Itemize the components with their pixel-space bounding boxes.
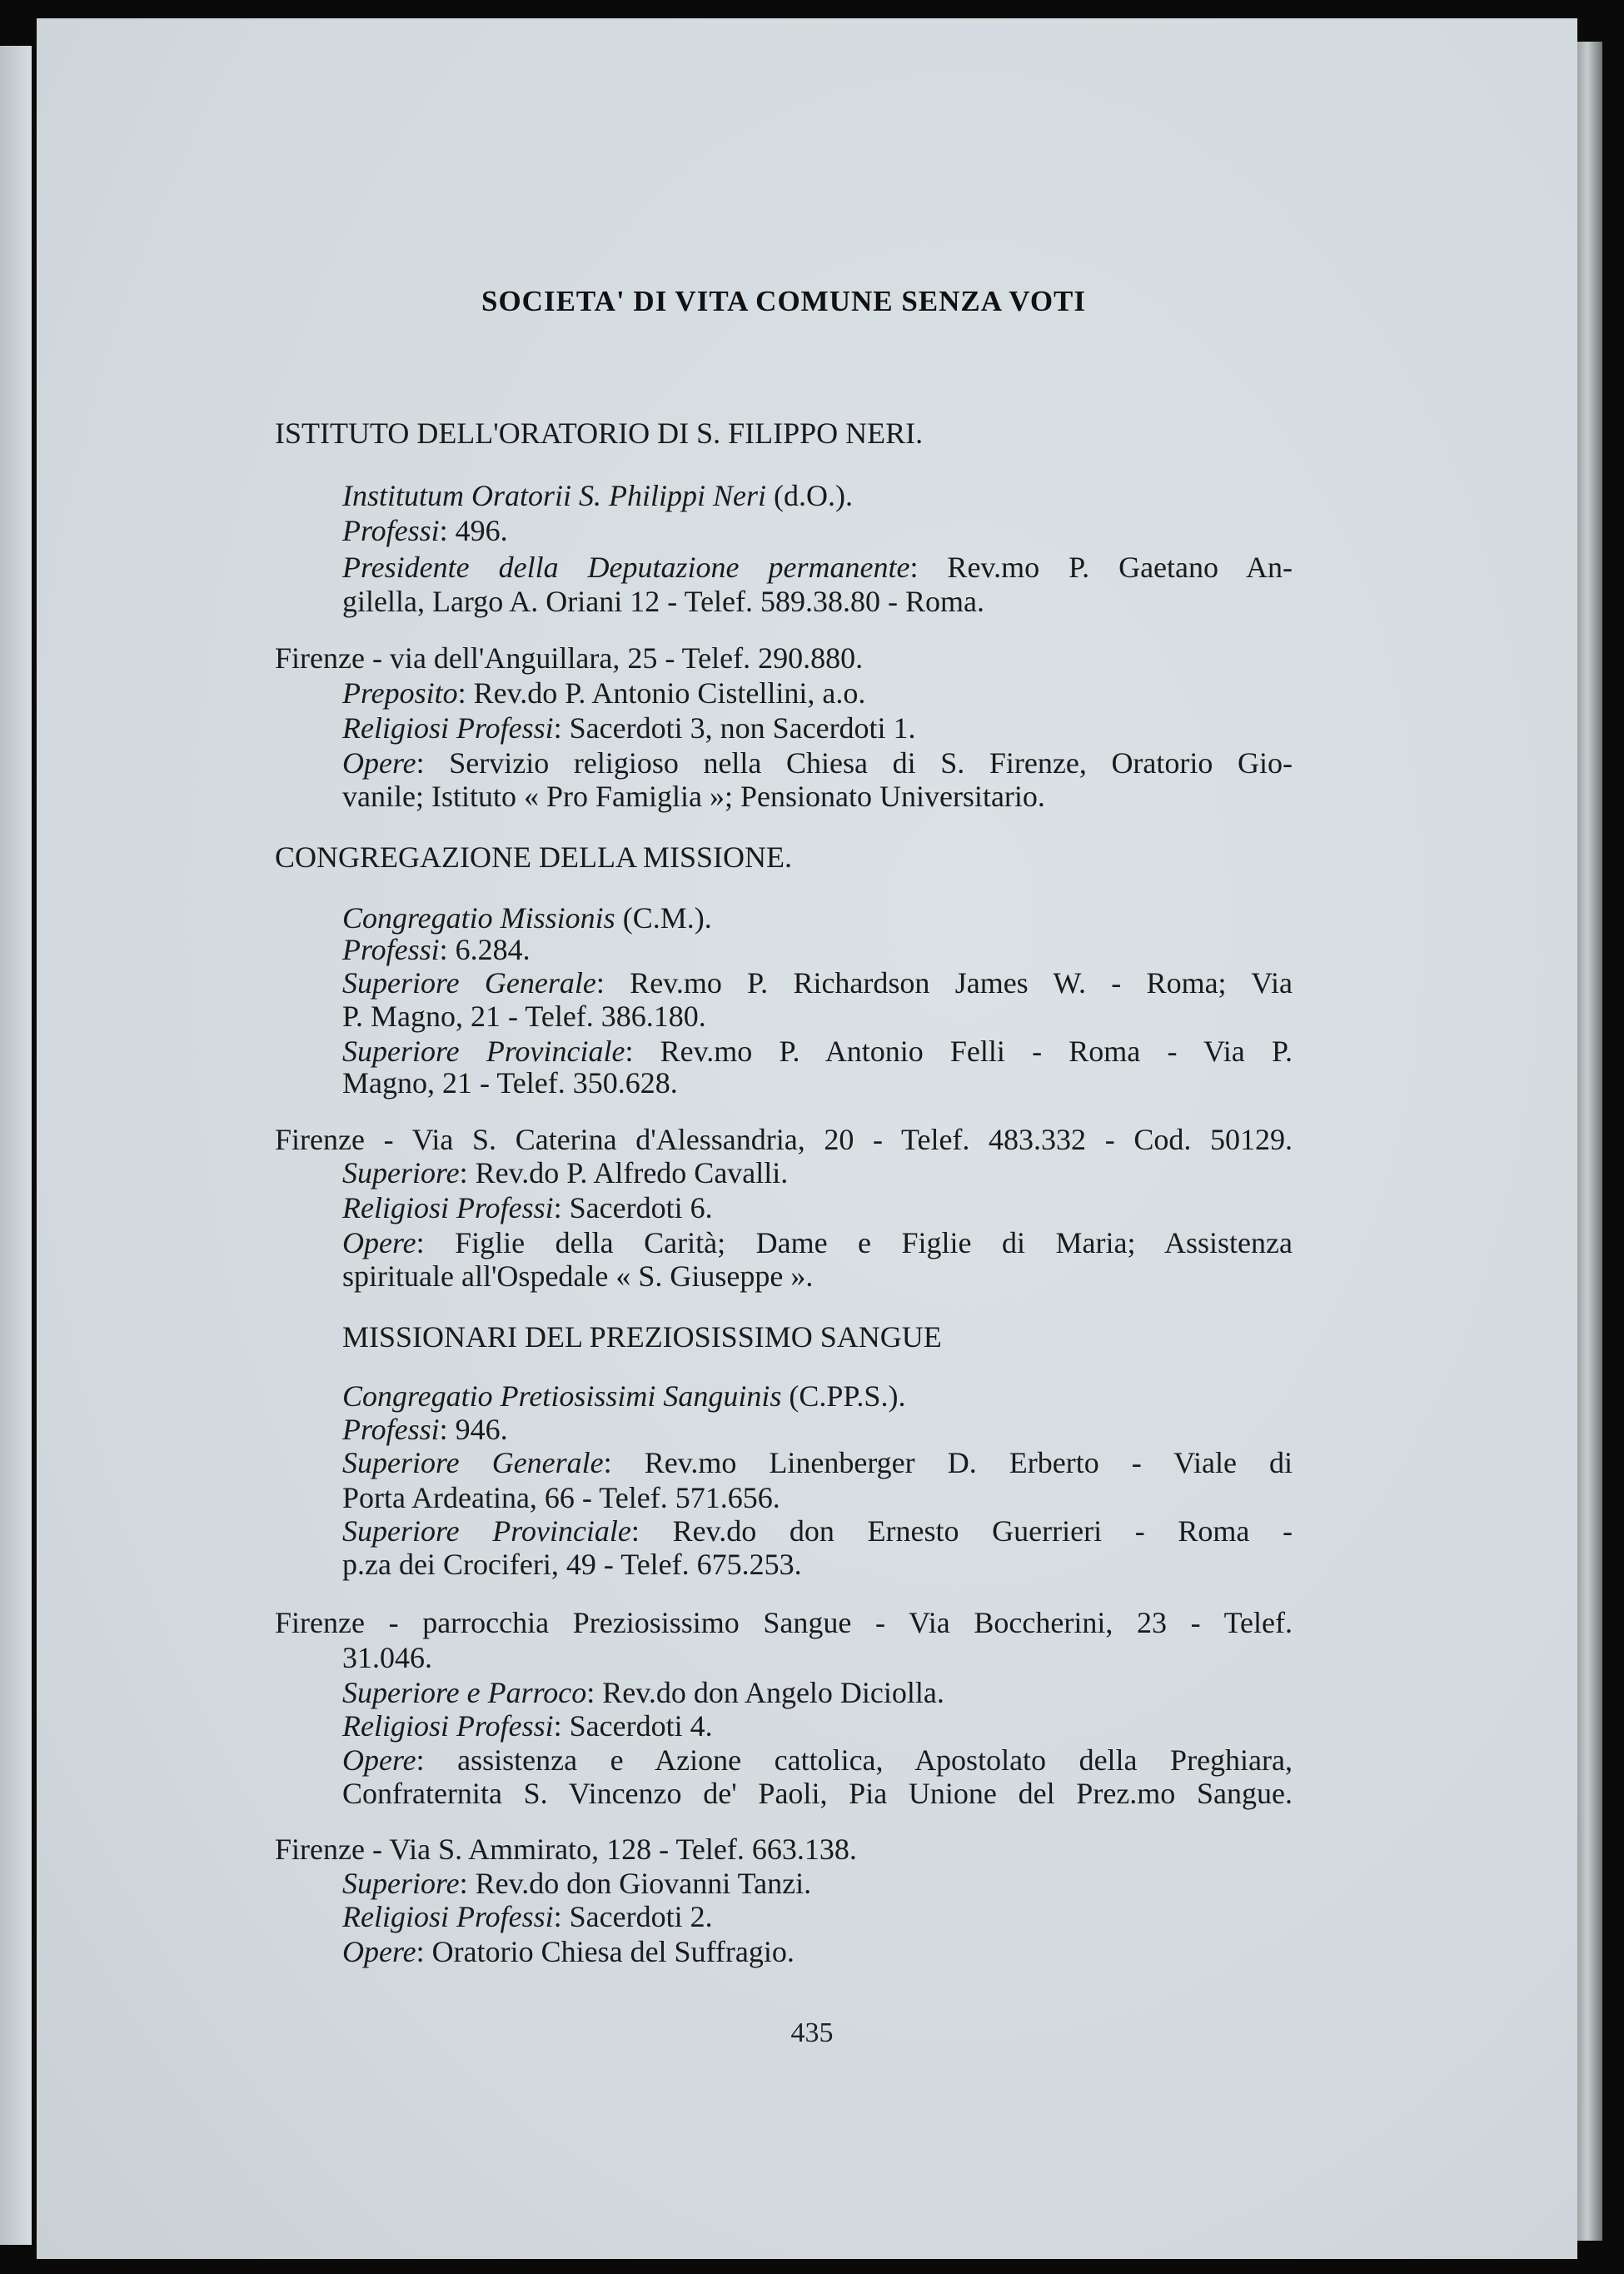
entry-text: : Rev.mo P. Gaetano An- xyxy=(909,551,1293,584)
entry-label: Religiosi Professi xyxy=(342,1900,554,1933)
text-line xyxy=(342,1676,944,1710)
text-line xyxy=(342,1481,780,1515)
text-line xyxy=(342,1514,1293,1548)
text-line xyxy=(275,416,923,451)
entry-text: : 6.284. xyxy=(439,933,531,966)
text-line xyxy=(275,641,863,676)
text-line xyxy=(275,1606,1293,1640)
entry-label: Presidente della Deputazione permanente xyxy=(342,551,910,584)
entry-label: Professi xyxy=(342,1413,440,1446)
entry-label: Religiosi Professi xyxy=(342,1709,554,1743)
page-number: 435 xyxy=(790,2017,834,2048)
text-line xyxy=(275,1833,857,1867)
entry-text: P. Magno, 21 - Telef. 386.180. xyxy=(342,1000,706,1033)
page-title: SOCIETA' DI VITA COMUNE SENZA VOTI xyxy=(481,285,1087,317)
entry-text: Magno, 21 - Telef. 350.628. xyxy=(342,1066,678,1100)
text-line xyxy=(342,676,865,711)
entry-text: : assistenza e Azione cattolica, Apostolato della Preghiara, xyxy=(416,1743,1293,1777)
entry-text: : Sacerdoti 2. xyxy=(553,1900,713,1933)
text-line xyxy=(342,933,531,967)
entry-label: Preposito xyxy=(342,676,458,710)
entry-text: : Oratorio Chiesa del Suffragio. xyxy=(416,1935,795,1968)
text-line xyxy=(342,1035,1293,1069)
entry-text: : 946. xyxy=(439,1413,508,1446)
entry-text: (C.M.). xyxy=(615,901,712,935)
text-line xyxy=(342,1191,713,1225)
entry-text: ISTITUTO DELL'ORATORIO DI S. FILIPPO NERI. xyxy=(275,416,924,450)
entry-text: (d.O.). xyxy=(766,479,854,512)
text-line xyxy=(342,1548,802,1582)
text-line xyxy=(342,1066,678,1100)
text-line xyxy=(342,1867,811,1901)
text-line xyxy=(342,1641,432,1675)
entry-label: Professi xyxy=(342,933,440,966)
entry-text: : Sacerdoti 3, non Sacerdoti 1. xyxy=(553,711,916,745)
text-line xyxy=(342,746,1293,780)
entry-label: Superiore Provinciale xyxy=(342,1514,631,1548)
entry-label: Professi xyxy=(342,514,440,547)
entry-text: gilella, Largo A. Oriani 12 - Telef. 589.38.80 - Roma. xyxy=(342,585,984,618)
entry-text: vanile; Istituto « Pro Famiglia »; Pensionato Universitario. xyxy=(342,780,1045,813)
entry-text: : Rev.do P. Alfredo Cavalli. xyxy=(459,1156,789,1189)
text-line xyxy=(342,1226,1293,1260)
entry-text: : Rev.do don Giovanni Tanzi. xyxy=(459,1867,812,1900)
entry-text: : Figlie della Carità; Dame e Figlie di Maria; Assistenza xyxy=(416,1226,1293,1259)
entry-text: : Servizio religioso nella Chiesa di S. Firenze, Oratorio Gio- xyxy=(416,746,1293,780)
text-line xyxy=(342,479,853,513)
entry-text: MISSIONARI DEL PREZIOSISSIMO SANGUE xyxy=(342,1320,942,1354)
text-line xyxy=(342,1379,905,1414)
text-line xyxy=(342,1000,706,1034)
text-line xyxy=(342,585,984,619)
entry-text: 31.046. xyxy=(342,1641,432,1674)
entry-text: : Rev.mo P. Richardson James W. - Roma; Via xyxy=(595,966,1293,1000)
entry-text: spirituale all'Ospedale « S. Giuseppe ». xyxy=(342,1259,814,1293)
entry-label: Opere xyxy=(342,1935,416,1968)
entry-text: : 496. xyxy=(439,514,508,547)
text-line xyxy=(342,1935,795,1969)
entry-text: Firenze - parrocchia Preziosissimo Sangue - Via Boccherini, 23 - Telef. xyxy=(275,1606,1293,1639)
entry-label: Superiore Provinciale xyxy=(342,1035,625,1068)
text-line xyxy=(342,1413,508,1447)
entry-text: Firenze - via dell'Anguillara, 25 - Telef. 290.880. xyxy=(275,641,864,675)
text-line xyxy=(342,1259,813,1294)
page-stack-edge xyxy=(1577,42,1602,2241)
text-line xyxy=(342,514,508,548)
text-line xyxy=(342,1320,942,1354)
text-line xyxy=(342,551,1293,585)
entry-text: : Rev.do don Ernesto Guerrieri - Roma - xyxy=(630,1514,1293,1548)
adjacent-page-edge xyxy=(0,46,32,2245)
text-line xyxy=(342,901,712,935)
entry-label: Religiosi Professi xyxy=(342,1191,554,1224)
entry-label: Institutum Oratorii S. Philippi Neri xyxy=(342,479,767,512)
text-line xyxy=(342,1156,788,1190)
entry-label: Superiore xyxy=(342,1867,460,1900)
entry-text: Firenze - Via S. Ammirato, 128 - Telef. 663.138. xyxy=(275,1833,857,1866)
entry-text: p.za dei Crociferi, 49 - Telef. 675.253. xyxy=(342,1548,802,1581)
entry-text: Confraternita S. Vincenzo de' Paoli, Pia Unione del Prez.mo Sangue. xyxy=(342,1777,1293,1810)
text-line xyxy=(342,780,1045,814)
entry-text: Porta Ardeatina, 66 - Telef. 571.656. xyxy=(342,1481,780,1514)
entry-text: : Rev.mo P. Antonio Felli - Roma - Via P. xyxy=(625,1035,1293,1068)
text-line xyxy=(342,1777,1293,1811)
text-line xyxy=(275,840,792,875)
entry-label: Superiore Generale xyxy=(342,1446,604,1479)
text-line xyxy=(342,1900,713,1934)
text-line xyxy=(342,1743,1293,1778)
entry-text: : Sacerdoti 6. xyxy=(553,1191,713,1224)
entry-label: Opere xyxy=(342,746,416,780)
entry-text: CONGREGAZIONE DELLA MISSIONE. xyxy=(275,840,792,874)
text-line xyxy=(275,1123,1293,1157)
entry-label: Congregatio Pretiosissimi Sanguinis xyxy=(342,1379,782,1413)
entry-label: Religiosi Professi xyxy=(342,711,554,745)
entry-text: : Rev.mo Linenberger D. Erberto - Viale di xyxy=(603,1446,1293,1479)
text-line xyxy=(342,966,1293,1000)
entry-text: : Rev.do P. Antonio Cistellini, a.o. xyxy=(457,676,866,710)
entry-label: Opere xyxy=(342,1226,416,1259)
entry-text: Firenze - Via S. Caterina d'Alessandria, 20 - Telef. 483.332 - Cod. 50129. xyxy=(275,1123,1293,1156)
entry-label: Superiore e Parroco xyxy=(342,1676,587,1709)
entry-text: (C.PP.S.). xyxy=(781,1379,906,1413)
entry-label: Opere xyxy=(342,1743,416,1777)
entry-label: Superiore xyxy=(342,1156,460,1189)
entry-label: Superiore Generale xyxy=(342,966,596,1000)
text-line xyxy=(342,1446,1293,1480)
text-line xyxy=(342,1709,713,1743)
entry-text: : Sacerdoti 4. xyxy=(553,1709,713,1743)
entry-text: : Rev.do don Angelo Diciolla. xyxy=(586,1676,944,1709)
text-line xyxy=(342,711,916,746)
entry-label: Congregatio Missionis xyxy=(342,901,615,935)
